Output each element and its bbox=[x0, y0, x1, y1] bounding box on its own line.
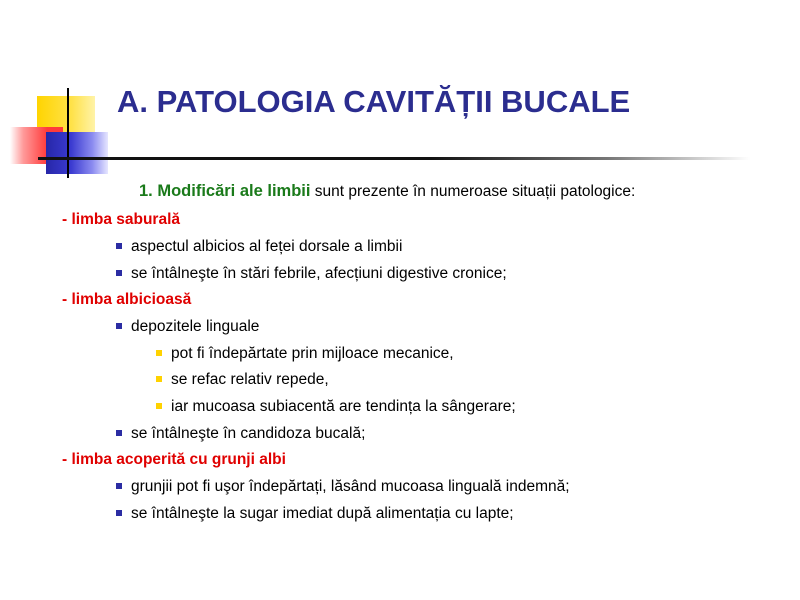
square-bullet-icon bbox=[116, 483, 122, 489]
heading-limba-saburala: - limba saburală bbox=[62, 211, 181, 228]
list-item: se întâlneşte în stări febrile, afecțiuni digestive cronice; bbox=[116, 265, 507, 283]
list-item: depozitele linguale bbox=[116, 318, 259, 336]
square-bullet-icon bbox=[116, 323, 122, 329]
square-bullet-icon bbox=[116, 510, 122, 516]
square-bullet-icon bbox=[156, 350, 162, 356]
list-item: se întâlneşte la sugar imediat după alimentația cu lapte; bbox=[116, 505, 514, 523]
square-bullet-icon bbox=[156, 403, 162, 409]
intro-line bbox=[139, 182, 635, 201]
square-bullet-icon bbox=[116, 270, 122, 276]
square-bullet-icon bbox=[116, 430, 122, 436]
square-bullet-icon bbox=[116, 243, 122, 249]
logo-blue-square bbox=[46, 132, 108, 174]
list-item: aspectul albicios al feței dorsale a limbii bbox=[116, 238, 402, 256]
sub-list-item: pot fi îndepărtate prin mijloace mecanice, bbox=[156, 345, 454, 363]
sub-list-item: iar mucoasa subiacentă are tendința la sângerare; bbox=[156, 398, 516, 416]
logo-vertical-line bbox=[67, 88, 69, 178]
heading-limba-acoperita: - limba acoperită cu grunji albi bbox=[62, 451, 286, 468]
intro-rest: sunt prezente în numeroase situații patologice: bbox=[310, 183, 636, 200]
list-item: grunjii pot fi uşor îndepărtați, lăsând mucoasa linguală indemnă; bbox=[116, 478, 570, 496]
sub-list-item: se refac relativ repede, bbox=[156, 371, 329, 389]
square-bullet-icon bbox=[156, 376, 162, 382]
list-item: se întâlneşte în candidoza bucală; bbox=[116, 425, 365, 443]
heading-limba-albicioasa: - limba albicioasă bbox=[62, 291, 192, 308]
title-underline bbox=[38, 157, 750, 160]
slide-title: A. PATOLOGIA CAVITĂȚII BUCALE bbox=[117, 84, 631, 119]
intro-lead: 1. Modificări ale limbii bbox=[139, 182, 311, 200]
